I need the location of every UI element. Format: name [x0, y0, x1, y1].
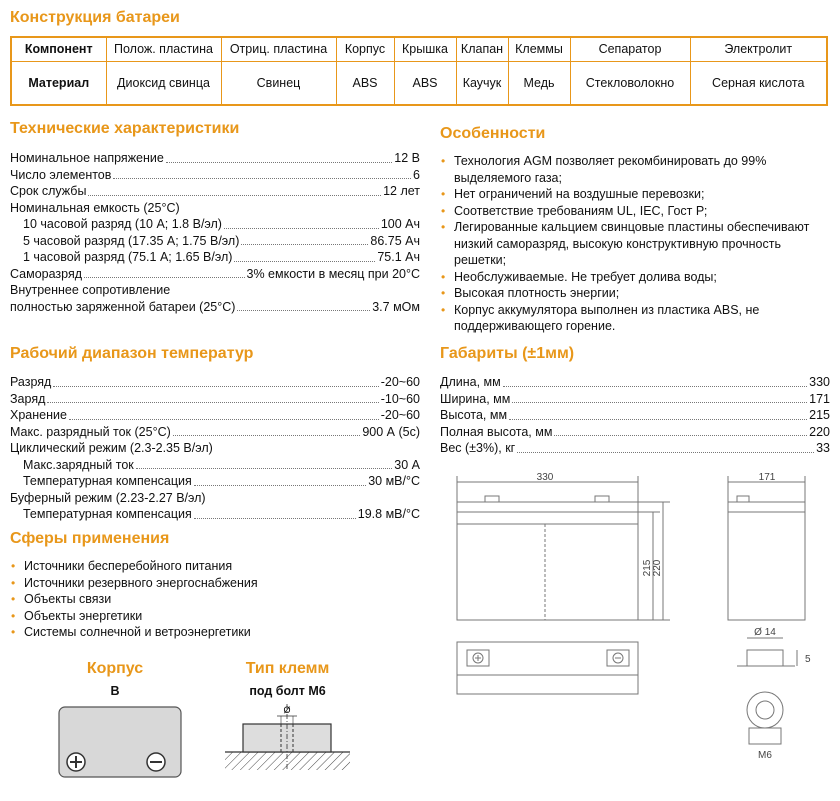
- spec-label: 5 часовой разряд (17.35 А; 1.75 В/эл): [23, 233, 240, 248]
- spec-value: 220: [809, 424, 830, 439]
- spec-row: [440, 391, 830, 408]
- spec-value: 12 В: [394, 151, 420, 165]
- minus-terminal-icon: [147, 753, 165, 771]
- spec-row: [10, 424, 420, 441]
- spec-value: 171: [809, 391, 830, 406]
- spec-label: Длина, мм: [440, 375, 501, 389]
- spec-label: Заряд: [10, 391, 46, 406]
- spec-value: 30 А: [394, 457, 420, 472]
- dot-leader: [234, 249, 375, 262]
- features-title: Особенности: [440, 125, 546, 142]
- dot-leader: [53, 374, 378, 387]
- spec-row: [23, 233, 420, 250]
- terminal-detail: [737, 627, 811, 761]
- dot-leader: [84, 266, 244, 279]
- spec-row: [23, 506, 420, 523]
- list-item: • Высокая плотность энергии;: [440, 285, 830, 302]
- spec-row: [23, 473, 420, 490]
- table-cell: Серная кислота: [690, 61, 827, 105]
- table-header-cell: Клапан: [456, 37, 508, 61]
- case-type-value: B: [110, 684, 120, 698]
- spec-label: Макс. разрядный ток (25°C): [10, 424, 171, 439]
- spec-value: 30 мВ/°C: [368, 474, 420, 488]
- table-cell: ABS: [336, 61, 394, 105]
- top-view: [457, 642, 638, 694]
- construction-table: [10, 36, 828, 106]
- spec-value: -20~60: [380, 375, 420, 389]
- spec-value: -10~60: [380, 391, 420, 406]
- list-item: • Объекты энергетики: [10, 608, 420, 625]
- spec-row: [10, 374, 420, 391]
- spec-heading: Внутреннее сопротивление: [10, 283, 171, 297]
- dim-length-label: 330: [536, 472, 554, 483]
- list-item: • Системы солнечной и ветроэнергетики: [10, 624, 420, 641]
- spec-row: [10, 183, 420, 200]
- table-header-cell: Отриц. пластина: [221, 37, 336, 61]
- spec-row: [23, 457, 420, 474]
- spec-label: Хранение: [10, 408, 67, 422]
- spec-row: [440, 440, 830, 457]
- table-header-cell: Полож. пластина: [106, 37, 221, 61]
- table-header-cell: Крышка: [394, 37, 456, 61]
- spec-label: Номинальное напряжение: [10, 151, 164, 165]
- spec-value: 330: [809, 375, 830, 389]
- spec-row: [23, 249, 420, 266]
- spec-label: Макс.зарядный ток: [23, 457, 134, 472]
- dim-height-label: 215: [642, 559, 653, 577]
- dot-leader: [224, 216, 379, 229]
- svg-text:Ø: Ø: [283, 705, 291, 715]
- spec-row: [10, 299, 420, 316]
- dot-leader: [47, 391, 378, 404]
- spec-label: Температурная компенсация: [23, 507, 192, 521]
- terminal-title: Тип клемм: [245, 660, 330, 677]
- table-header-cell: Клеммы: [508, 37, 570, 61]
- bolt-label: M6: [758, 750, 772, 761]
- spec-value: 75.1 Ач: [377, 250, 420, 264]
- list-item: • Корпус аккумулятора выполнен из пластика ABS, не поддерживающего горение.: [440, 302, 830, 335]
- spec-value: -20~60: [380, 408, 420, 422]
- spec-row: [10, 266, 420, 283]
- table-header-cell: Электролит: [690, 37, 827, 61]
- spec-label: Число элементов: [10, 167, 112, 182]
- spec-label: Температурная компенсация: [23, 474, 192, 488]
- spec-value: 100 Ач: [380, 217, 420, 231]
- specs-title: Технические характеристики: [10, 120, 240, 137]
- table-header-cell: Сепаратор: [570, 37, 690, 61]
- dot-leader: [512, 391, 807, 404]
- spec-row: [10, 150, 420, 167]
- dot-leader: [173, 424, 361, 437]
- dot-leader: [509, 407, 807, 420]
- spec-heading: Циклический режим (2.3-2.35 В/эл): [10, 441, 213, 455]
- battery-dimension-drawing: [445, 470, 835, 770]
- list-item: • Технология AGM позволяет рекомбинировать до 99% выделяемого газа;: [440, 153, 830, 186]
- spec-value: 900 А (5с): [362, 424, 420, 439]
- table-header-cell: Корпус: [336, 37, 394, 61]
- spec-row: [10, 167, 420, 184]
- table-cell: Стекловолокно: [570, 61, 690, 105]
- side-view: [728, 472, 805, 620]
- dot-leader: [194, 506, 356, 519]
- table-cell: Материал: [11, 61, 106, 105]
- dot-leader: [194, 473, 366, 486]
- spec-label: 1 часовой разряд (75.1 А; 1.65 В/эл): [23, 250, 233, 264]
- table-cell: Свинец: [221, 61, 336, 105]
- spec-row: [440, 374, 830, 391]
- dot-leader: [554, 424, 807, 437]
- table-header-cell: Компонент: [11, 37, 106, 61]
- spec-value: 12 лет: [383, 184, 420, 198]
- list-item: • Источники бесперебойного питания: [10, 558, 420, 575]
- spec-label: Саморазряд: [10, 266, 83, 281]
- spec-value: 215: [809, 408, 830, 422]
- terminal-height-label: 5: [805, 654, 811, 665]
- construction-title: Конструкция батареи: [10, 9, 180, 26]
- apps-list: [10, 558, 420, 641]
- spec-row: [23, 216, 420, 233]
- spec-label: Полная высота, мм: [440, 424, 553, 439]
- temp-title: Рабочий диапазон температур: [10, 345, 254, 362]
- case-title: Корпус: [86, 660, 144, 677]
- spec-value: 33: [816, 441, 830, 455]
- spec-label: Вес (±3%), кг: [440, 441, 516, 455]
- terminal-type-value: под болт М6: [249, 684, 326, 698]
- spec-label: Ширина, мм: [440, 391, 511, 406]
- spec-row: [10, 407, 420, 424]
- terminal-drawing: [225, 700, 350, 772]
- spec-label: 10 часовой разряд (10 А; 1.8 В/эл): [23, 217, 222, 231]
- spec-value: 3% емкости в месяц при 20°C: [246, 266, 420, 281]
- spec-label: полностью заряженной батареи (25°C): [10, 299, 236, 314]
- list-item: • Соответствие требованиям UL, IEC, Гост Р;: [440, 203, 830, 220]
- spec-value: 3.7 мОм: [372, 299, 420, 314]
- spec-row: [440, 407, 830, 424]
- spec-value: 6: [413, 167, 420, 182]
- list-item: • Источники резервного энергоснабжения: [10, 575, 420, 592]
- spec-row: [440, 424, 830, 441]
- dot-leader: [136, 457, 393, 470]
- dot-leader: [237, 299, 370, 312]
- dot-leader: [69, 407, 379, 420]
- list-item: • Легированные кальцием свинцовые пластины обеспечивают низкий саморазряд, высокую конструктивную прочность решетки;: [440, 219, 830, 269]
- dot-leader: [503, 374, 807, 387]
- table-cell: Каучук: [456, 61, 508, 105]
- terminal-diameter-label: Ø 14: [754, 627, 776, 638]
- dim-total-height-label: 220: [652, 559, 663, 577]
- spec-heading: Буферный режим (2.23-2.27 В/эл): [10, 490, 206, 505]
- dot-leader: [517, 440, 814, 453]
- list-item: • Объекты связи: [10, 591, 420, 608]
- spec-label: Высота, мм: [440, 408, 508, 422]
- spec-label: Разряд: [10, 375, 52, 389]
- front-view: [457, 472, 670, 620]
- features-list: [440, 153, 830, 335]
- dims-title: Габариты (±1мм): [440, 345, 575, 362]
- dim-width-label: 171: [758, 472, 776, 483]
- table-cell: Медь: [508, 61, 570, 105]
- table-cell: ABS: [394, 61, 456, 105]
- spec-heading: Номинальная емкость (25°C): [10, 200, 180, 215]
- table-cell: Диоксид свинца: [106, 61, 221, 105]
- plus-terminal-icon: [67, 753, 85, 771]
- dot-leader: [88, 183, 381, 196]
- case-drawing: [58, 706, 182, 778]
- apps-title: Сферы применения: [10, 530, 170, 547]
- list-item: • Нет ограничений на воздушные перевозки;: [440, 186, 830, 203]
- list-item: • Необслуживаемые. Не требует долива воды;: [440, 269, 830, 286]
- spec-label: Срок службы: [10, 184, 87, 198]
- dot-leader: [241, 233, 368, 246]
- spec-row: [10, 391, 420, 408]
- dot-leader: [113, 167, 411, 180]
- spec-value: 86.75 Ач: [370, 233, 420, 248]
- spec-value: 19.8 мВ/°C: [357, 507, 420, 521]
- dot-leader: [166, 150, 392, 163]
